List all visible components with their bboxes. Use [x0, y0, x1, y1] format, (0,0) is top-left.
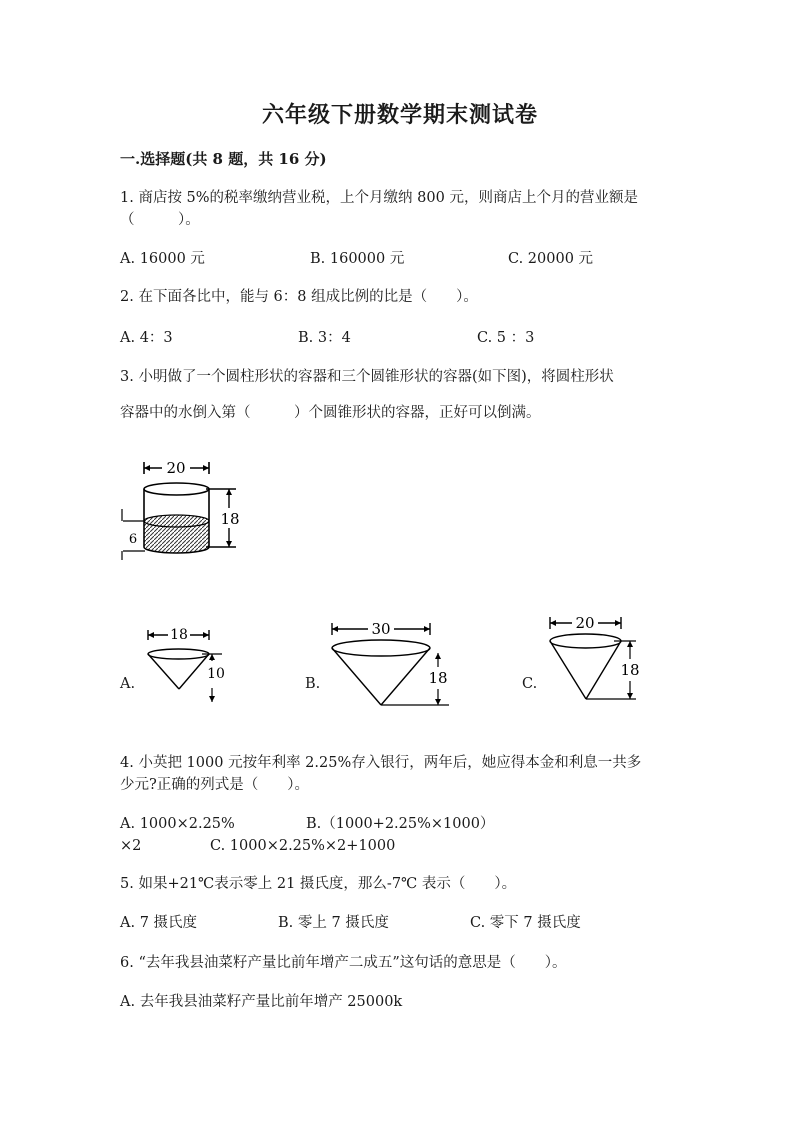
question-5-option-a: A. 7 摄氏度 — [120, 915, 198, 931]
question-4-option-b: B.（1000+2.25%×1000） — [306, 816, 495, 832]
question-1-text-cont: （ ）。 — [120, 212, 200, 228]
cylinder-water-label: 6 — [128, 532, 138, 547]
cylinder-height-label: 18 — [220, 510, 240, 528]
cylinder-figure — [118, 452, 248, 567]
question-2-text: 2. 在下面各比中，能与 6：8 组成比例的比是（ ）。 — [120, 289, 478, 305]
cylinder-diameter-label: 20 — [166, 459, 186, 477]
question-4-option-c: C. 1000×2.25%×2+1000 — [210, 838, 396, 854]
cone-a-figure — [142, 624, 232, 709]
question-2-option-b: B. 3：4 — [298, 330, 351, 346]
cone-a-height-label: 10 — [207, 666, 225, 682]
section-heading: 一.选择题(共 8 题，共 16 分) — [120, 150, 327, 168]
question-4-option-b-cont: ×2 — [120, 838, 142, 854]
question-1-option-c: C. 20000 元 — [508, 251, 594, 267]
page-title: 六年级下册数学期末测试卷 — [261, 102, 538, 128]
cone-b-figure — [326, 615, 456, 715]
cone-b-label: B. — [305, 676, 321, 692]
question-5-text: 5. 如果+21℃表示零上 21 摄氏度，那么-7℃ 表示（ ）。 — [120, 876, 517, 892]
cone-a-label: A. — [120, 676, 136, 692]
question-5-option-c: C. 零下 7 摄氏度 — [470, 915, 581, 931]
cone-c-height-label: 18 — [620, 661, 640, 679]
question-5-option-b: B. 零上 7 摄氏度 — [278, 915, 389, 931]
cone-b-height-label: 18 — [428, 669, 448, 687]
question-1-option-a: A. 16000 元 — [120, 251, 205, 267]
question-2-option-a: A. 4：3 — [120, 330, 173, 346]
question-2-option-c: C. 5 ：3 — [477, 330, 535, 346]
question-1-option-b: B. 160000 元 — [310, 251, 405, 267]
question-4-text-cont: 少元?正确的列式是（ ）。 — [120, 777, 310, 793]
cone-c-diameter-label: 20 — [575, 614, 595, 632]
question-1-text: 1. 商店按 5%的税率缴纳营业税，上个月缴纳 800 元，则商店上个月的营业额是 — [120, 190, 638, 206]
cone-c-figure — [544, 609, 644, 709]
question-3-text-cont: 容器中的水倒入第（ ）个圆锥形状的容器，正好可以倒满。 — [120, 405, 541, 421]
question-4-option-a: A. 1000×2.25% — [120, 816, 235, 832]
cone-c-label: C. — [522, 676, 538, 692]
question-6-option-a: A. 去年我县油菜籽产量比前年增产 25000k — [120, 994, 403, 1010]
cone-a-diameter-label: 18 — [170, 627, 188, 643]
question-4-text: 4. 小英把 1000 元按年利率 2.25%存入银行，两年后，她应得本金和利息一共多 — [120, 755, 642, 771]
question-6-text: 6. “去年我县油菜籽产量比前年增产二成五”这句话的意思是（ ）。 — [120, 955, 567, 971]
cone-b-diameter-label: 30 — [371, 620, 391, 638]
question-3-text: 3. 小明做了一个圆柱形状的容器和三个圆锥形状的容器(如下图)，将圆柱形状 — [120, 369, 614, 385]
